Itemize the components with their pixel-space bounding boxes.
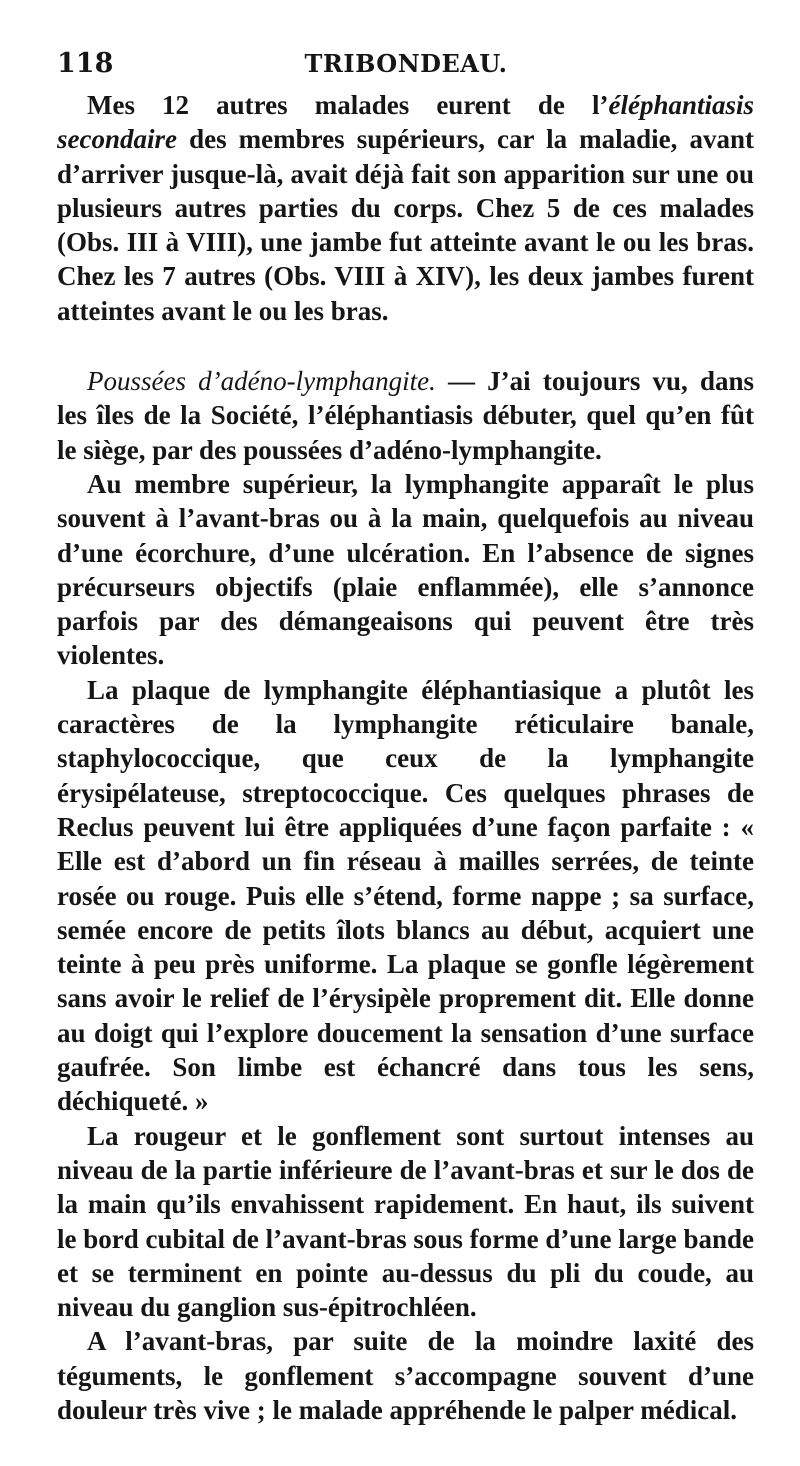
paragraph-1-emphasis: éléphantiasis secondaire <box>57 90 754 155</box>
paragraph-6: A l’avant-bras, par suite de la moindre laxité des téguments, le gonflement s’accompagne souvent d’une douleur très vive ; le malade appréhende le palper médical. <box>57 1326 754 1425</box>
page-header <box>57 44 755 84</box>
paragraph-4: La plaque de lymphangite éléphantiasique a plutôt les caractères de la lymphangite réticulaire banale, staphylococcique, que ceux de la lymphangite érysipélateuse, streptococcique. Ces quelques phrases de Reclus peuvent lui être appliquées d’une façon parfaite : « Elle est d’abord un fin réseau à mailles serrées, de teinte rosée ou rouge. Puis elle s’étend, forme nappe ; sa surface, semée encore de petits îlots blancs au début, acquiert une teinte à peu près uniforme. La plaque se gonfle légèrement sans avoir le relief de l’érysipèle proprement dit. Elle donne au doigt qui l’explore doucement la sensation d’une surface gaufrée. Son limbe est échancré dans tous les sens, déchiqueté. » <box>57 674 754 1117</box>
body-text <box>57 88 754 1427</box>
paragraph-3: Au membre supérieur, la lymphangite apparaît le plus souvent à l’avant-bras ou à la main, quelquefois au niveau d’une écorchure, d’une ulcération. En l’absence de signes précurseurs objectifs (plaie enflammée), elle s’annonce parfois par des démangeaisons qui peuvent être très violentes. <box>57 468 754 671</box>
running-head: TRIBONDEAU. <box>304 49 508 78</box>
paragraph-1 <box>57 88 754 328</box>
paragraph-5: La rougeur et le gonflement sont surtout intenses au niveau de la partie inférieure de l’avant-bras et sur le dos de la main qu’ils envahissent rapidement. En haut, ils suivent le bord cubital de l’avant-bras sous forme d’une large bande et se terminent en pointe au-dessus du pli du coude, au niveau du ganglion sus-épitrochléen. <box>57 1120 754 1323</box>
paragraph-1-before: Mes 12 autres malades eurent de l’ <box>87 90 609 120</box>
section-runin-heading: Poussées d’adéno-lymphangite. <box>87 366 436 397</box>
page-number: 118 <box>57 48 114 79</box>
paragraph-2 <box>57 364 754 467</box>
paragraph-2-text: — J’ai toujours vu, dans les îles de la Société, l’éléphantiasis débuter, quel qu’en fût le siège, par des poussées d’adéno-lymphangite. <box>57 366 754 465</box>
paragraph-1-after: des membres supérieurs, car la maladie, avant d’arriver jusque-là, avait déjà fait son apparition sur une ou plusieurs autres parties du corps. Chez 5 de ces malades (Obs. III à VIII), une jambe fut atteinte avant le ou les bras. Chez les 7 autres (Obs. VIII à XIV), les deux jambes furent atteintes avant le ou les bras. <box>57 124 754 326</box>
